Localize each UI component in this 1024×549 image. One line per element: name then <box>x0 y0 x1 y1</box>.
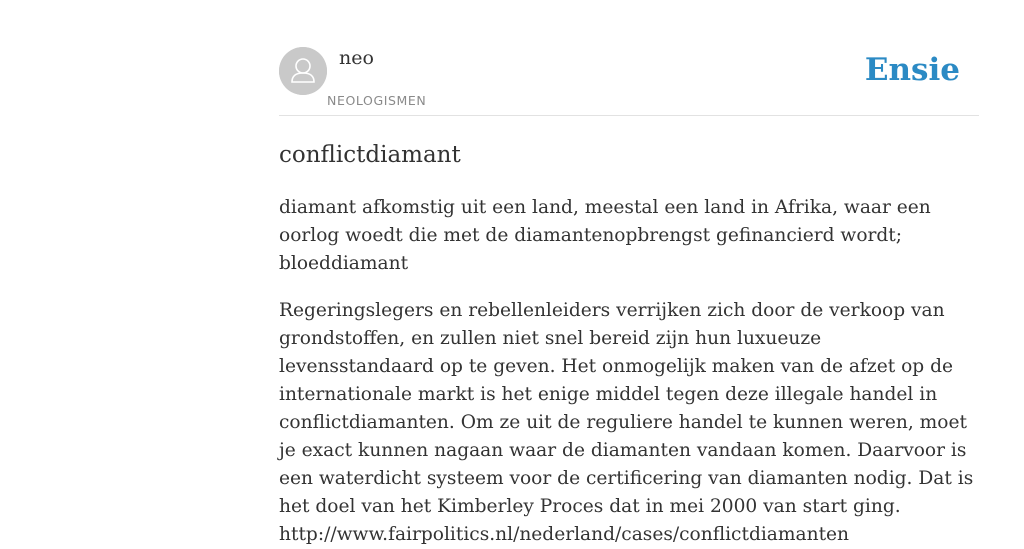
entry-word: conflictdiamant <box>279 142 461 168</box>
entry-card <box>279 0 979 549</box>
brand-logo[interactable]: Ensie <box>864 52 960 88</box>
source-label[interactable]: NEOLOGISMEN <box>327 93 427 108</box>
entry-definition: diamant afkomstig uit een land, meestal een land in Afrika, waar een oorlog woedt die met de diamantenopbrengst gefinancierd wordt; bloeddiamant <box>279 197 931 274</box>
entry-header <box>279 0 979 116</box>
entry-example <box>279 297 979 549</box>
author-name[interactable]: neo <box>339 47 374 69</box>
user-avatar-icon[interactable] <box>279 47 327 95</box>
source-link[interactable]: http://www.fairpolitics.nl/nederland/cases/conflictdiamanten <box>279 524 850 545</box>
entry-example-text: Regeringslegers en rebellenleiders verrijken zich door de verkoop van grondstoffen, en zullen niet snel bereid zijn hun luxueuze levensstandaard op te geven. Het onmogelijk maken van de afzet op de internationale markt is het enige middel tegen deze illegale handel in conflictdiamanten. Om ze uit de reguliere handel te kunnen weren, moet je exact kunnen nagaan waar de diamanten vandaan komen. Daarvoor is een waterdicht systeem voor de certificering van diamanten nodig. Dat is het doel van het Kimberley Proces dat in mei 2000 van start ging. <box>279 300 974 517</box>
